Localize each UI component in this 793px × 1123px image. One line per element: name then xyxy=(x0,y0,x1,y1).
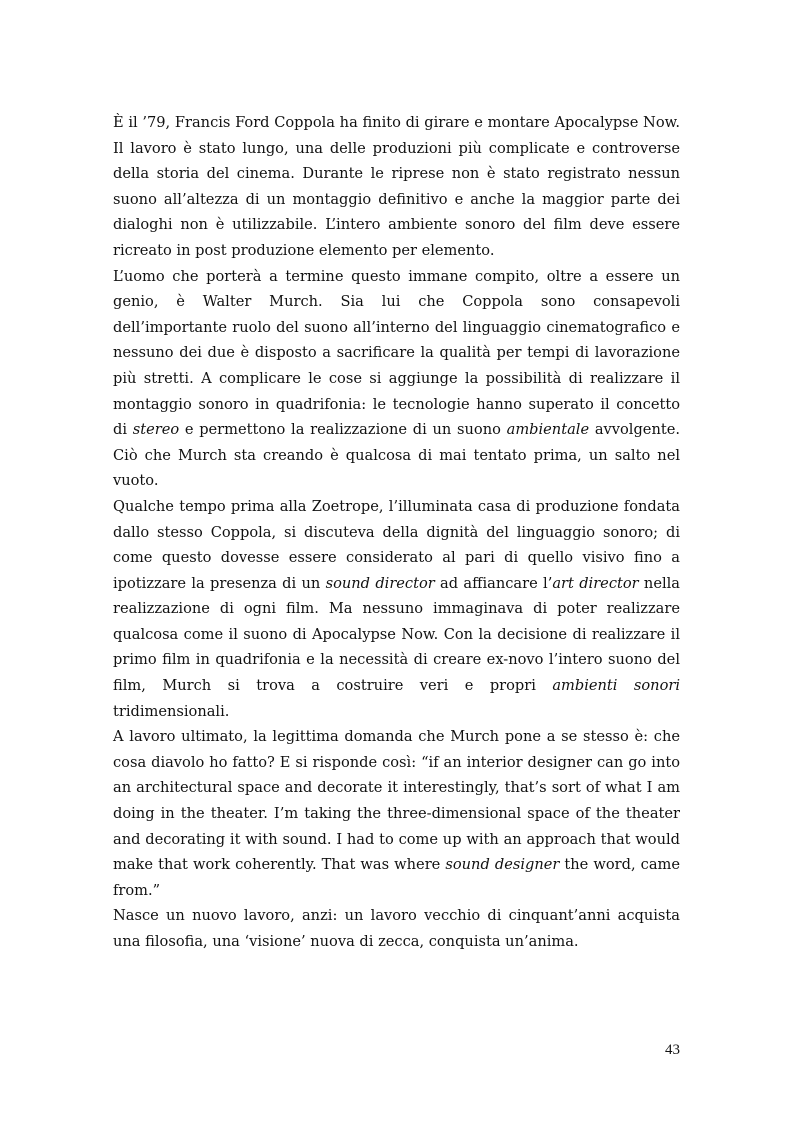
text-run: Qualche tempo prima alla Zoetrope, l’illuminata casa di produzione fondata dallo stesso Coppola, si discuteva della dignità del linguaggio sonoro; di come questo dovesse essere considerato al pari di quello visivo fino a ipotizzare la presenza di un xyxy=(113,497,680,592)
paragraph-3 xyxy=(113,494,680,724)
italic-term-sound-designer: sound designer xyxy=(445,856,560,874)
text-run: e permettono la realizzazione di un suono xyxy=(179,421,507,439)
page-number: 43 xyxy=(665,1042,680,1058)
text-run: A lavoro ultimato, la legittima domanda che Murch pone a se stesso è: che cosa diavolo ho fatto? E si risponde così: “if an interior designer can go into an architectural space and decorate it interestingly, that’s sort of what I am doing in the theater. I’m taking the three-dimensional space of the theater and decorating it with sound. I had to come up with an approach that would make that work coherently. That was where xyxy=(113,728,680,874)
italic-term-sound-director: sound director xyxy=(325,574,435,592)
italic-term-art-director: art director xyxy=(552,574,639,592)
text-run: L’uomo che porterà a termine questo immane compito, oltre a essere un genio, è Walter Murch. Sia lui che Coppola sono consapevoli dell’importante ruolo del suono all’interno del linguaggio cinematografico e nessuno dei due è disposto a sacrificare la qualità per tempi di lavorazione più stretti. A complicare le cose si aggiunge la possibilità di realizzare il montaggio sonoro in quadrifonia: le tecnologie hanno superato il concetto di xyxy=(113,267,680,439)
text-run: avvolgente. Ciò che Murch sta creando è qualcosa di mai tentato prima, un salto nel vuoto. xyxy=(113,421,680,490)
text-run: the word, came from.” xyxy=(113,856,681,899)
text-run: nella realizzazione di ogni film. Ma nessuno immaginava di poter realizzare qualcosa come il suono di Apocalypse Now. Con la decisione di realizzare il primo film in quadrifonia e la necessità di creare ex-novo l’intero suono del film, Murch si trova a costruire veri e propri xyxy=(113,574,681,695)
paragraph-1 xyxy=(113,110,680,264)
italic-term-ambienti-sonori: ambienti sonori xyxy=(552,677,680,695)
text-run: Nasce un nuovo lavoro, anzi: un lavoro vecchio di cinquant’anni acquista una filosofia, una ‘visione’ nuova di zecca, conquista un’anima. xyxy=(113,907,680,950)
italic-term-stereo: stereo xyxy=(132,421,180,439)
paragraph-4 xyxy=(113,724,680,903)
text-run: tridimensionali. xyxy=(113,702,230,720)
paragraph-5 xyxy=(113,903,680,954)
body-text xyxy=(113,110,680,955)
text-run: È il ’79, Francis Ford Coppola ha finito di girare e montare Apocalypse Now. Il lavoro è stato lungo, una delle produzioni più complicate e controverse della storia del cinema. Durante le riprese non è stato registrato nessun suono all’altezza di un montaggio definitivo e anche la maggior parte dei dialoghi non è utilizzabile. L’intero ambiente sonoro del film deve essere ricreato in post produzione elemento per elemento. xyxy=(113,114,680,259)
paragraph-2 xyxy=(113,264,680,494)
italic-term-ambientale: ambientale xyxy=(506,421,590,439)
text-run: ad affiancare l’ xyxy=(434,574,553,592)
